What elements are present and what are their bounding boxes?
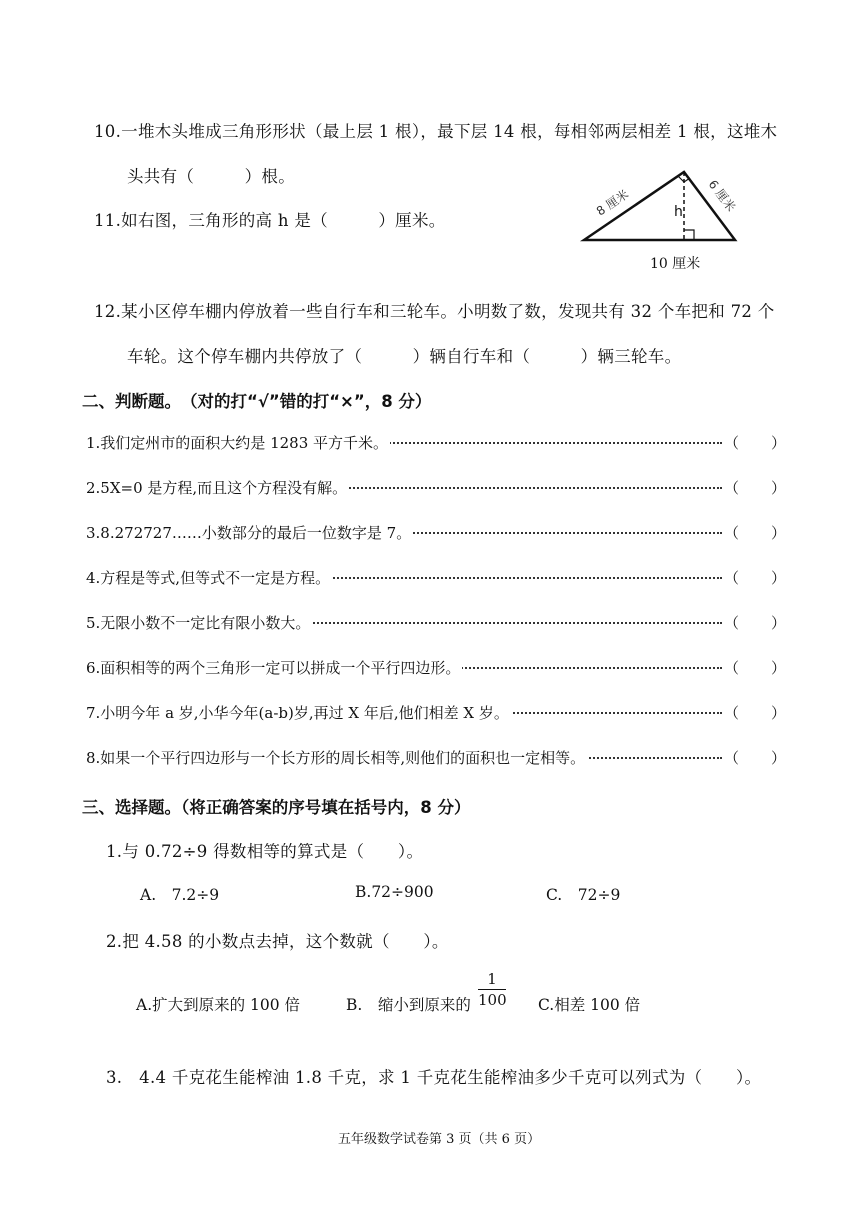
question-11: 11.如右图，三角形的高 h 是（ ）厘米。 [94,211,446,230]
tf-item-5 [86,612,786,634]
question-12-line2: 车轮。这个停车棚内共停放了（ ）辆自行车和（ ）辆三轮车。 [127,347,682,366]
tf-item-text: 7.小明今年 a 岁,小华今年(a-b)岁,再过 X 年后,他们相差 X 岁。 [86,704,509,722]
fraction-numerator: 1 [478,970,506,990]
tf-item-7 [86,702,786,724]
answer-bracket[interactable]: （ ） [724,524,786,542]
tf-item-text: 3.8.272727……小数部分的最后一位数字是 7。 [86,524,412,542]
answer-bracket[interactable]: （ ） [724,749,786,767]
height-label: h [674,204,683,220]
mc-question-3: 3. 4.4 千克花生能榨油 1.8 千克，求 1 千克花生能榨油多少千克可以列式为（ ）。 [106,1068,762,1087]
tf-item-3 [86,522,786,544]
section3-title: 三、选择题。（将正确答案的序号填在括号内，8 分） [82,798,471,817]
mc-question-2: 2.把 4.58 的小数点去掉，这个数就（ ）。 [106,932,449,951]
page-footer: 五年级数学试卷第 3 页（共 6 页） [338,1132,541,1147]
mc2-option-a[interactable]: A.扩大到原来的 100 倍 [136,996,301,1014]
mc2-option-b[interactable]: B. 缩小到原来的 [346,996,471,1014]
base-label: 10 厘米 [650,256,701,272]
section2-title: 二、判断题。 （对的打“√”错的打“×”，8 分） [82,392,432,411]
mc1-option-a[interactable]: A. 7.2÷9 [140,886,220,904]
mc-question-1: 1.与 0.72÷9 得数相等的算式是（ ）。 [106,842,424,861]
tf-item-1 [86,432,786,454]
fraction-one-hundredth [478,970,506,1009]
tf-item-text: 1.我们定州市的面积大约是 1283 平方千米。 [86,434,389,452]
answer-bracket[interactable]: （ ） [724,569,786,587]
answer-bracket[interactable]: （ ） [724,479,786,497]
answer-bracket[interactable]: （ ） [724,614,786,632]
right-side-label: 6 厘米 [705,177,739,215]
tf-item-text: 2.5X=0 是方程,而且这个方程没有解。 [86,479,348,497]
tf-item-8 [86,747,786,769]
question-10-line2: 头共有（ ）根。 [127,167,295,186]
tf-item-2 [86,477,786,499]
tf-item-4 [86,567,786,589]
tf-item-text: 5.无限小数不一定比有限小数大。 [86,614,311,632]
mc2-option-c[interactable]: C.相差 100 倍 [538,996,641,1014]
answer-bracket[interactable]: （ ） [724,704,786,722]
left-side-label: 8 厘米 [593,187,632,219]
tf-item-text: 4.方程是等式,但等式不一定是方程。 [86,569,331,587]
answer-bracket[interactable]: （ ） [724,659,786,677]
question-10-line1: 10.一堆木头堆成三角形形状（最上层 1 根），最下层 14 根，每相邻两层相差 1 根，这堆木 [94,122,778,141]
mc1-option-b[interactable]: B.72÷900 [355,883,434,901]
right-angle-mark-bottom [684,230,694,240]
tf-item-6 [86,657,786,679]
question-12-line1: 12.某小区停车棚内停放着一些自行车和三轮车。小明数了数，发现共有 32 个车把和 72 个 [94,302,775,321]
fraction-denominator: 100 [478,991,507,1009]
tf-item-text: 6.面积相等的两个三角形一定可以拼成一个平行四边形。 [86,659,461,677]
mc1-option-c[interactable]: C. 72÷9 [546,886,621,904]
tf-item-text: 8.如果一个平行四边形与一个长方形的周长相等,则他们的面积也一定相等。 [86,749,586,767]
answer-bracket[interactable]: （ ） [724,434,786,452]
